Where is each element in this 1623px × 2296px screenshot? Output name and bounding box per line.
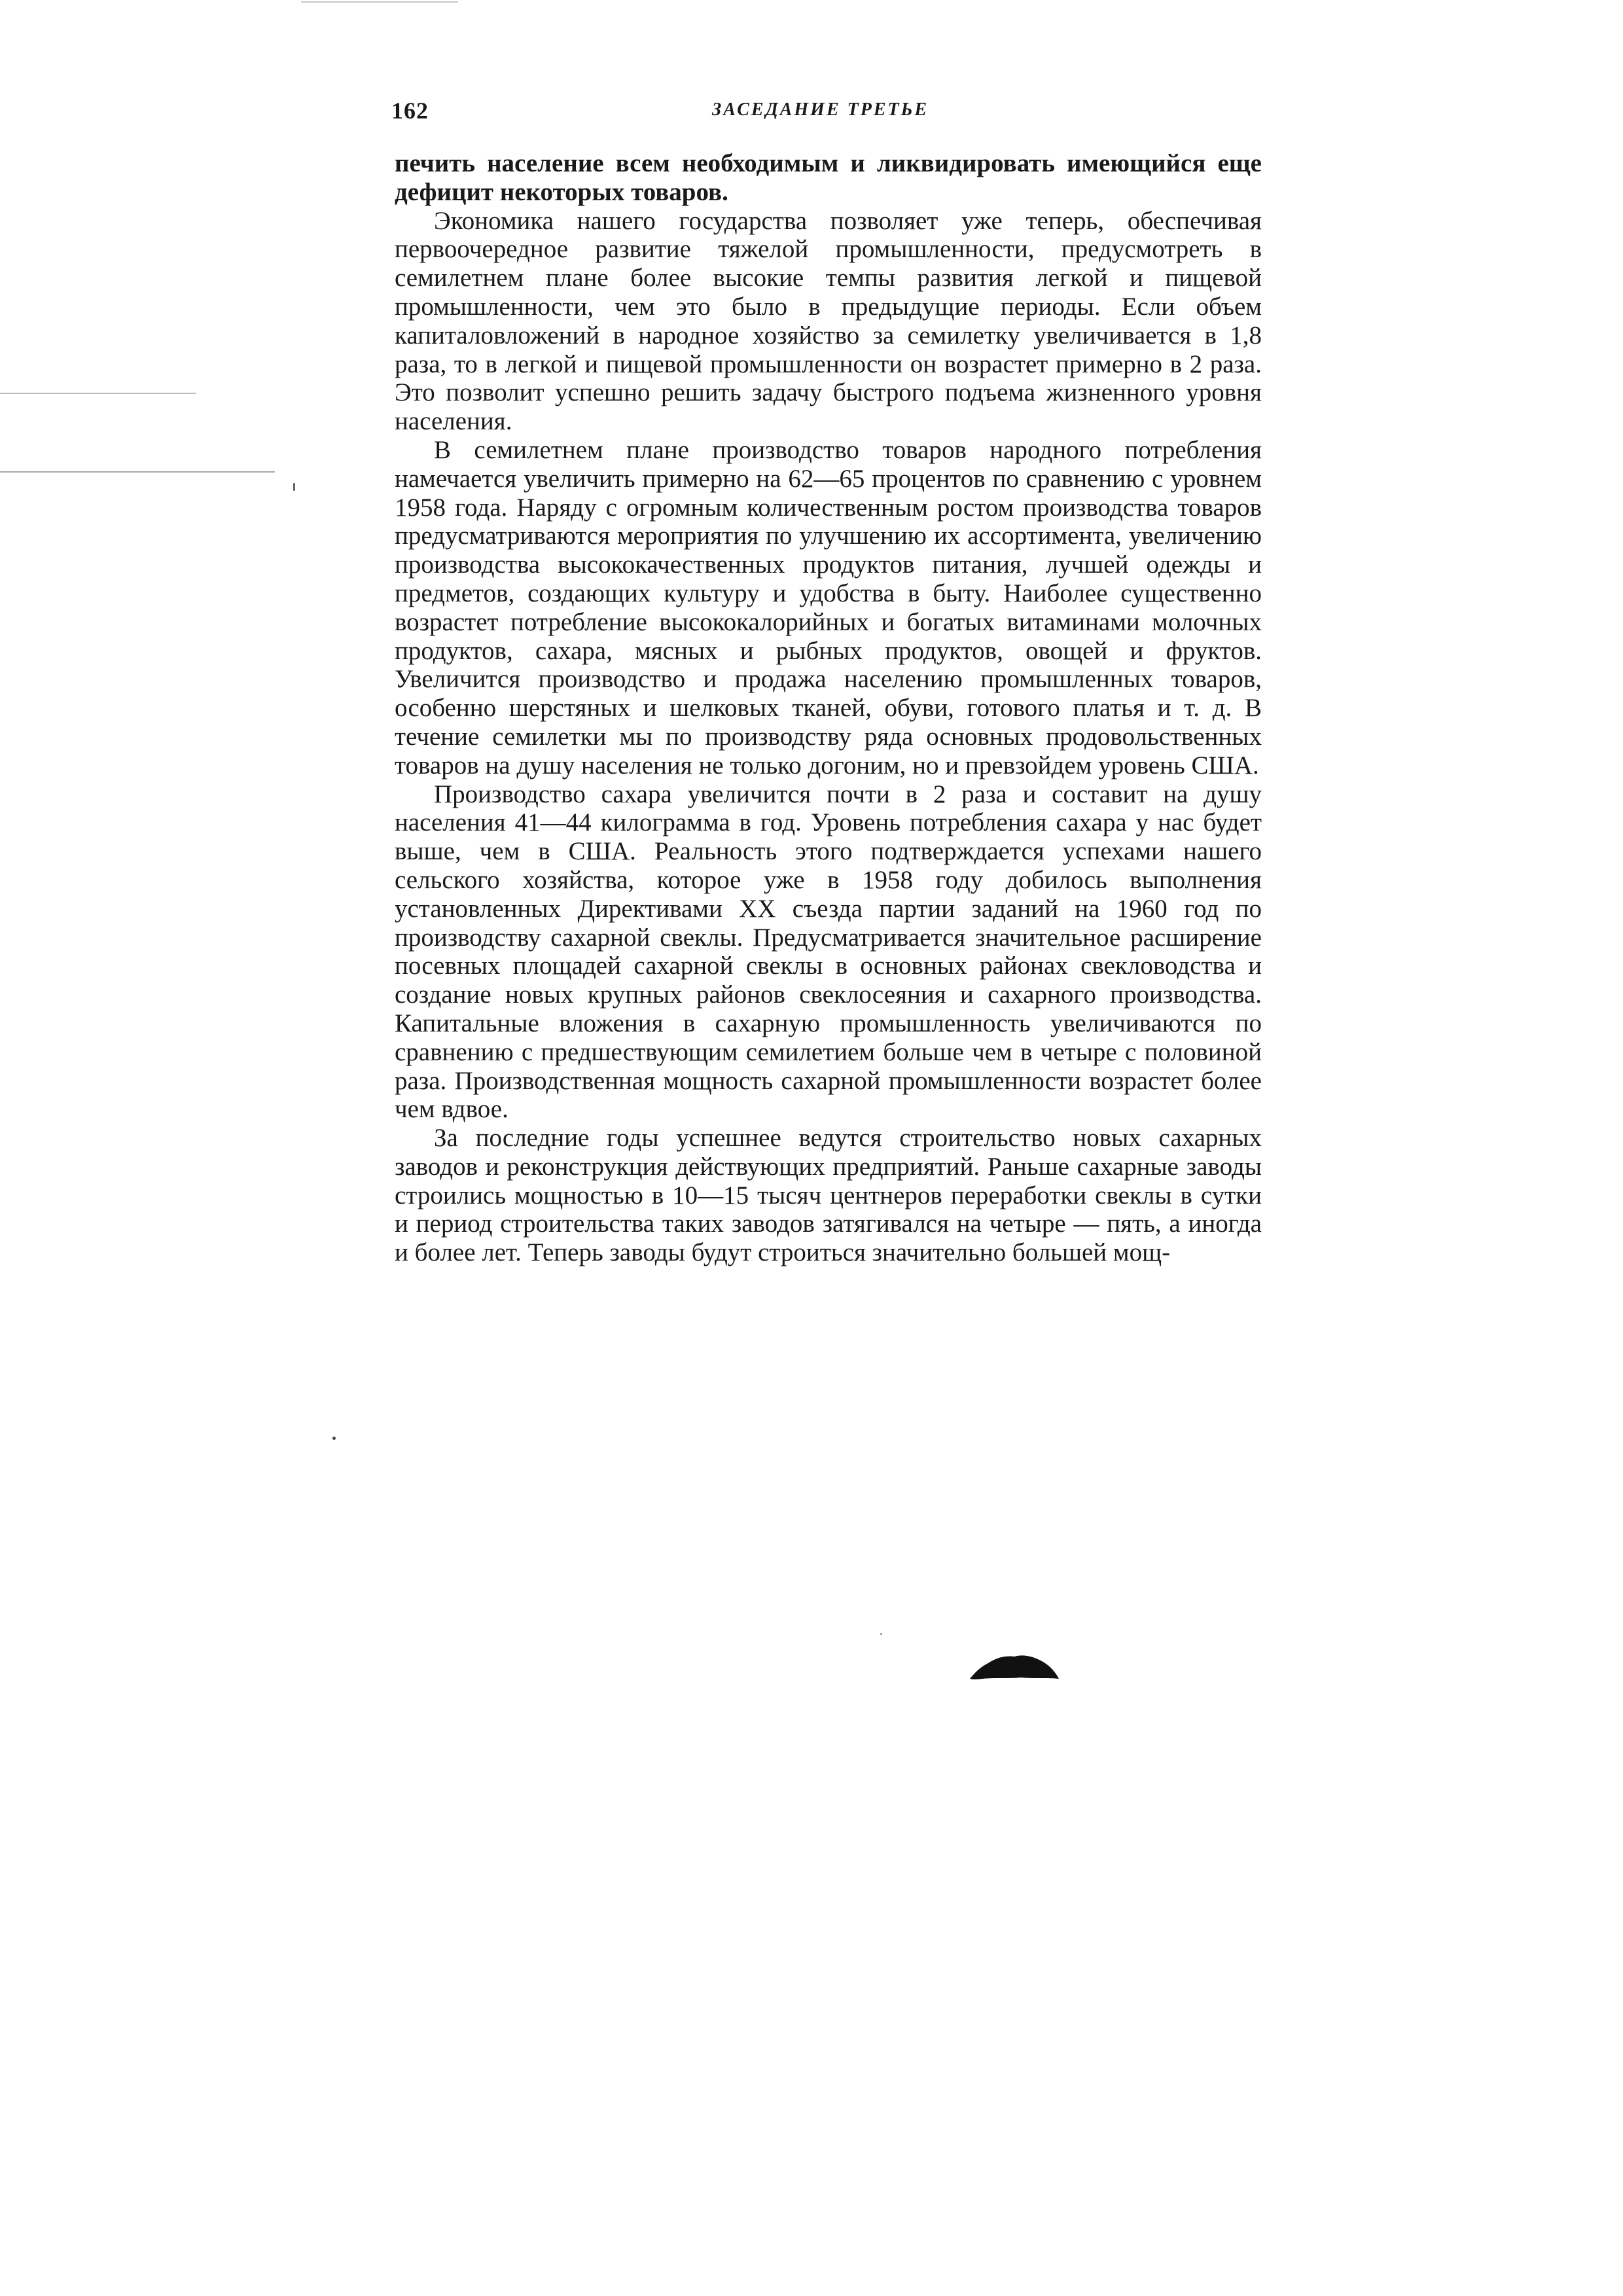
- ink-blot: [969, 1653, 1060, 1681]
- margin-speck: [293, 483, 295, 491]
- paragraph: За последние годы успешнее ведутся строительство новых сахарных заводов и реконструкция действующих предприятий. Раньше сахарные заводы строились мощностью в 10—15 тысяч центнеров переработки свеклы в сутки и период строительства таких заводов затягивался на четыре — пять, а иногда и более лет. Теперь заводы будут строиться значительно большей мощ-: [395, 1124, 1262, 1267]
- page-number: 162: [391, 98, 429, 124]
- running-title: ЗАСЕДАНИЕ ТРЕТЬЕ: [712, 99, 929, 120]
- scan-edge-mark-top: [301, 1, 458, 3]
- page-header: [391, 97, 1262, 136]
- body-text: [395, 149, 1262, 1267]
- margin-speck: [332, 1437, 336, 1440]
- paragraph: Экономика нашего государства позволяет уже теперь, обеспечивая первоочередное развитие тяжелой промышленности, предусмотреть в семилетнем плане более высокие темпы развития легкой и пищевой промышленности, чем это было в предыдущие периоды. Если объем капиталовложений в народное хозяйство за семилетку увеличивается в 1,8 раза, то в легкой и пищевой промышленности он возрастет примерно в 2 раза. Это позволит успешно решить задачу быстрого подъема жизненного уровня населения.: [395, 206, 1262, 436]
- margin-speck: [880, 1633, 882, 1635]
- paragraph: В семилетнем плане производство товаров народного потребления намечается увеличить примерно на 62—65 процентов по сравнению с уровнем 1958 года. Наряду с огромным количественным ростом производства товаров предусматриваются мероприятия по улучшению их ассортимента, увеличению производства высококачественных продуктов питания, лучшей одежды и предметов, создающих культуру и удобства в быту. Наиболее существенно возрастет потребление высококалорийных и богатых витаминами молочных продуктов, сахара, мясных и рыбных продуктов, овощей и фруктов. Увеличится производство и продажа населению промышленных товаров, особенно шерстяных и шелковых тканей, обуви, готового платья и т. д. В течение семилетки мы по производству ряда основных продовольственных товаров на душу населения не только догоним, но и превзойдем уровень США.: [395, 435, 1262, 780]
- paragraph: печить население всем необходимым и ликвидировать имеющийся еще дефицит некоторых товаров.: [395, 149, 1262, 206]
- scan-edge-mark-left-1: [0, 393, 196, 394]
- paragraph: Производство сахара увеличится почти в 2 раза и составит на душу населения 41—44 килограмма в год. Уровень потребления сахара у нас будет выше, чем в США. Реальность этого подтверждается успехами нашего сельского хозяйства, которое уже в 1958 году добилось выполнения установленных Директивами XX съезда партии заданий на 1960 год по производству сахарной свеклы. Предусматривается значительное расширение посевных площадей сахарной свеклы в основных районах свекловодства и создание новых крупных районов свеклосеяния и сахарного производства. Капитальные вложения в сахарную промышленность увеличиваются по сравнению с предшествующим семилетием больше чем в четыре с половиной раза. Производственная мощность сахарной промышленности возрастет более чем вдвое.: [395, 780, 1262, 1124]
- scan-edge-mark-left-2: [0, 471, 275, 473]
